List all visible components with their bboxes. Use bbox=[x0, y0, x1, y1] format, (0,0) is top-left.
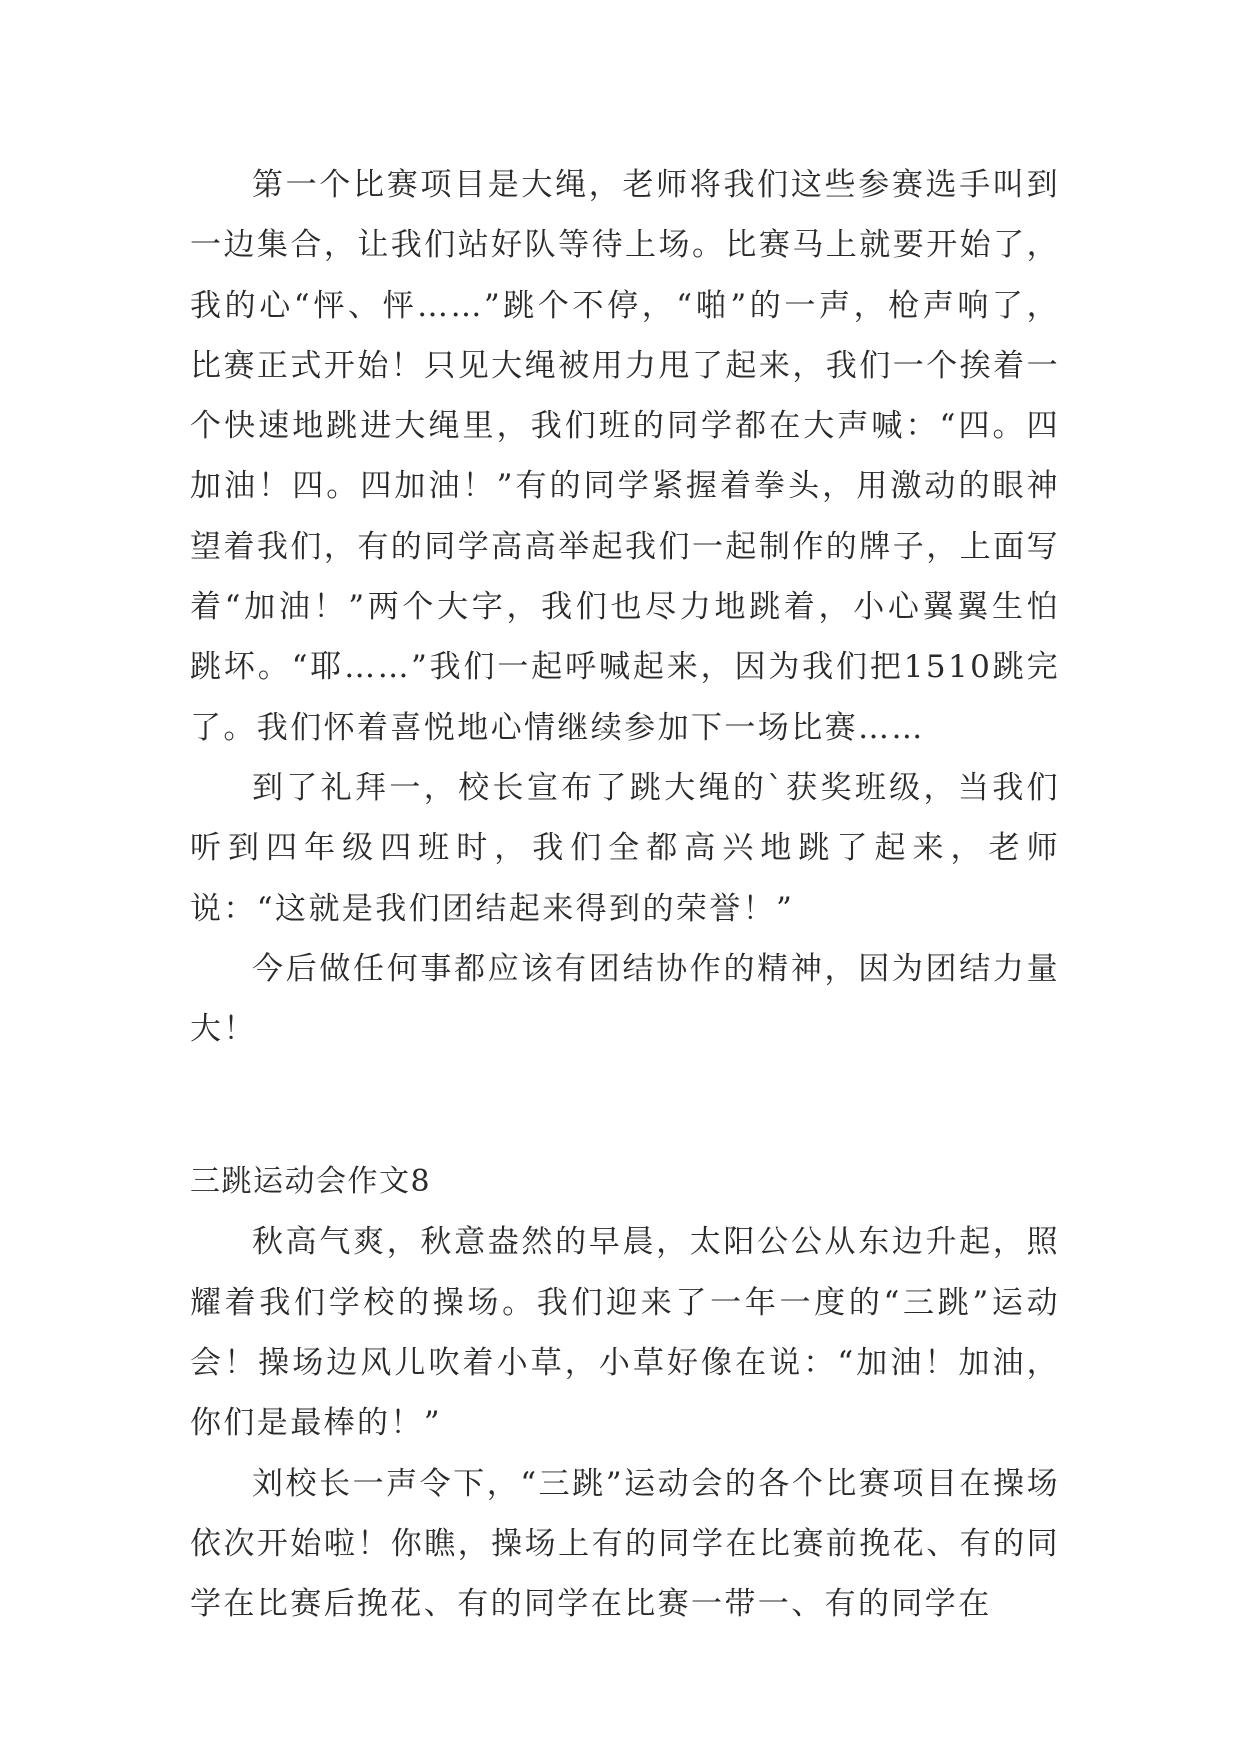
section-spacer bbox=[190, 1059, 1060, 1152]
document-page bbox=[190, 155, 1060, 1635]
paragraph-conclusion: 今后做任何事都应该有团结协作的精神，因为团结力量大！ bbox=[190, 950, 1060, 1048]
paragraph-autumn-morning: 秋高气爽，秋意盎然的早晨，太阳公公从东边升起，照耀着我们学校的操场。我们迎来了一年一度的“三跳”运动会！操场边风儿吹着小草，小草好像在说：“加油！加油，你们是最棒的！” bbox=[190, 1224, 1060, 1442]
paragraph-jump-rope-race: 第一个比赛项目是大绳，老师将我们这些参赛选手叫到一边集合，让我们站好队等待上场。比赛马上就要开始了，我的心“怦、怦……”跳个不停，“啪”的一声，枪声响了，比赛正式开始！只见大绳被用力甩了起来，我们一个挨着一个快速地跳进大绳里，我们班的同学都在大声喊：“四。四加油！四。四加油！”有的同学紧握着拳头，用激动的眼神望着我们，有的同学高高举起我们一起制作的牌子，上面写着“加油！”两个大字，我们也尽力地跳着，小心翼翼生怕跳坏。“耶……”我们一起呼喊起来，因为我们把1510跳完了。我们怀着喜悦地心情继续参加下一场比赛…… bbox=[190, 167, 1060, 746]
paragraph-games-begin: 刘校长一声令下，“三跳”运动会的各个比赛项目在操场依次开始啦！你瞧，操场上有的同学在比赛前挽花、有的同学在比赛后挽花、有的同学在比赛一带一、有的同学在 bbox=[190, 1465, 1060, 1623]
paragraph-award-announcement: 到了礼拜一，校长宣布了跳大绳的`获奖班级，当我们听到四年级四班时，我们全都高兴地跳了起来，老师说：“这就是我们团结起来得到的荣誉！” bbox=[190, 769, 1060, 927]
section-title: 三跳运动会作文8 bbox=[190, 1164, 432, 1200]
